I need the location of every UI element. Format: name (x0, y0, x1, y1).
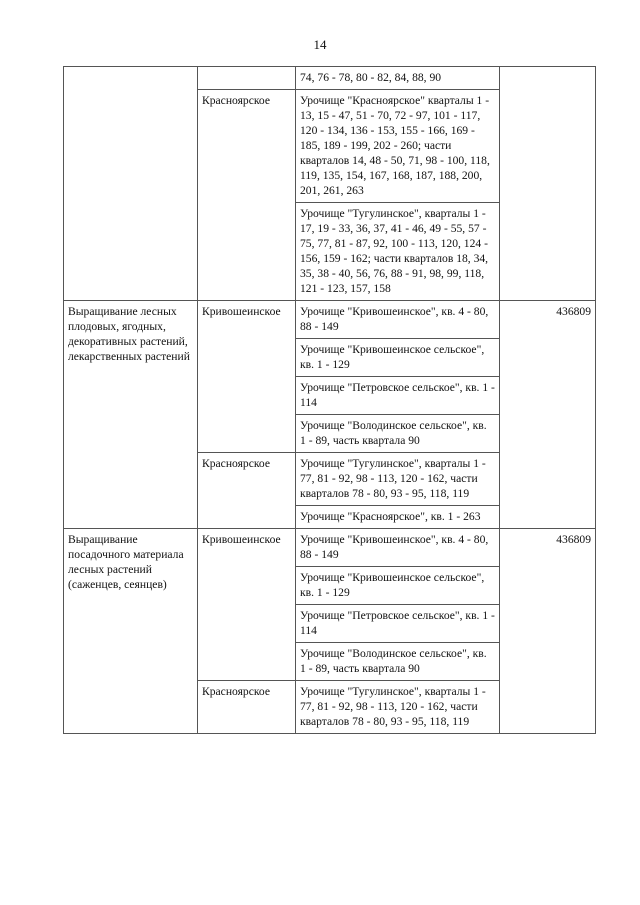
tract-cell: Урочище "Кривошеинское сельское", кв. 1 - 129 (296, 339, 500, 377)
tract-cell: Урочище "Кривошеинское сельское", кв. 1 - 129 (296, 567, 500, 605)
tract-cell: Урочище "Володинское сельское", кв. 1 - 89, часть квартала 90 (296, 643, 500, 681)
activity-cell (64, 67, 198, 301)
tract-cell: Урочище "Тугулинское", кварталы 1 - 77, 81 - 92, 98 - 113, 120 - 162, части кварталов 78 - 80, 93 - 95, 118, 119 (296, 453, 500, 506)
district-cell: Красноярское (198, 90, 296, 301)
activity-cell: Выращивание лесных плодовых, ягодных, декоративных растений, лекарственных растений (64, 301, 198, 529)
code-cell (500, 67, 596, 301)
activity-cell: Выращивание посадочного материала лесных растений (саженцев, сеянцев) (64, 529, 198, 734)
tract-cell: Урочище "Петровское сельское", кв. 1 - 114 (296, 377, 500, 415)
district-cell: Красноярское (198, 453, 296, 529)
tract-cell: Урочище "Красноярское" кварталы 1 - 13, 15 - 47, 51 - 70, 72 - 97, 101 - 117, 120 - 134, 136 - 153, 155 - 166, 169 - 185, 189 - 199, 202 - 260; части кварталов 14, 48 - 50, 71, 98 - 100, 118, 119, 135, 154, 167, 168, 187, 188, 200, 201, 261, 263 (296, 90, 500, 203)
district-cell (198, 67, 296, 90)
tract-cell: 74, 76 - 78, 80 - 82, 84, 88, 90 (296, 67, 500, 90)
table-row (64, 67, 596, 90)
forest-areas-table (63, 66, 596, 734)
district-cell: Красноярское (198, 681, 296, 734)
tract-cell: Урочище "Кривошеинское", кв. 4 - 80, 88 - 149 (296, 301, 500, 339)
table-row (64, 301, 596, 339)
code-cell: 436809 (500, 301, 596, 529)
page-number: 14 (313, 37, 327, 52)
tract-cell: Урочище "Петровское сельское", кв. 1 - 114 (296, 605, 500, 643)
tract-cell: Урочище "Володинское сельское", кв. 1 - 89, часть квартала 90 (296, 415, 500, 453)
tract-cell: Урочище "Тугулинское", кварталы 1 - 77, 81 - 92, 98 - 113, 120 - 162, части кварталов 78 - 80, 93 - 95, 118, 119 (296, 681, 500, 734)
tract-cell: Урочище "Кривошеинское", кв. 4 - 80, 88 - 149 (296, 529, 500, 567)
district-cell: Кривошеинское (198, 301, 296, 453)
district-cell: Кривошеинское (198, 529, 296, 681)
table-row (64, 529, 596, 567)
tract-cell: Урочище "Тугулинское", кварталы 1 - 17, 19 - 33, 36, 37, 41 - 46, 49 - 55, 57 - 75, 77, 81 - 87, 92, 100 - 113, 120, 124 - 156, 159 - 162; части кварталов 18, 34, 35, 38 - 40, 56, 76, 88 - 91, 98, 99, 118, 121 - 123, 157, 158 (296, 203, 500, 301)
tract-cell: Урочище "Красноярское", кв. 1 - 263 (296, 506, 500, 529)
code-cell: 436809 (500, 529, 596, 734)
